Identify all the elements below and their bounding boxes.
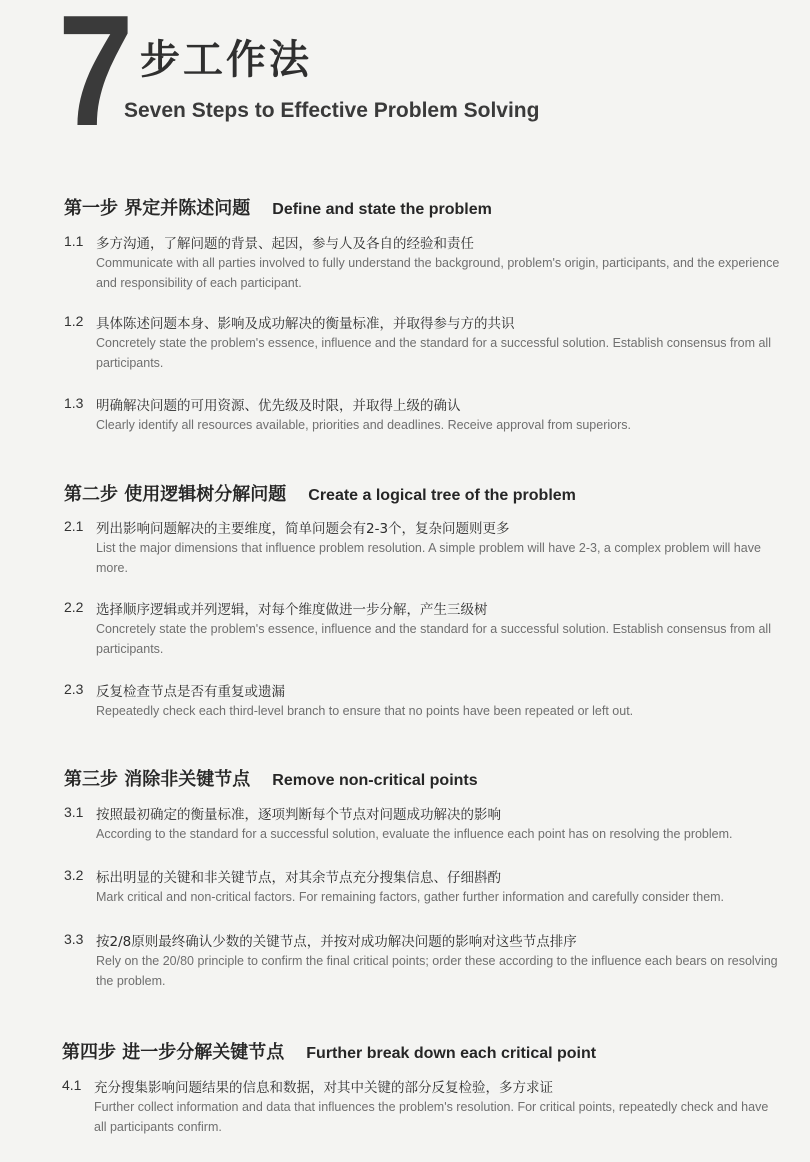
item-number: 1.2 xyxy=(64,313,84,329)
item-text-en: Repeatedly check each third-level branch to ensure that no points have been repeated or left out. xyxy=(96,704,634,718)
item-number: 2.3 xyxy=(64,681,84,697)
item-text-cn: 标出明显的关键和非关键节点，对其余节点充分搜集信息、仔细斟酌 xyxy=(96,870,501,886)
item-number: 4.1 xyxy=(62,1077,82,1093)
section-title-cn: 第三步 消除非关键节点 xyxy=(64,769,251,790)
item-text-cn: 按2/8原则最终确认少数的关键节点，并按对成功解决问题的影响对这些节点排序 xyxy=(96,934,577,950)
page-title-en: Seven Steps to Effective Problem Solving xyxy=(124,99,540,122)
section-title-en: Remove non-critical points xyxy=(272,772,478,789)
section-title-en: Create a logical tree of the problem xyxy=(308,487,576,504)
section-title-cn: 第二步 使用逻辑树分解问题 xyxy=(64,484,287,505)
item-text-en: List the major dimensions that influence problem resolution. A simple problem will have 2-3, a complex problem will have more. xyxy=(96,541,761,575)
section-title-cn: 第四步 进一步分解关键节点 xyxy=(62,1042,285,1063)
item-number: 3.3 xyxy=(64,931,84,947)
section-title-cn: 第一步 界定并陈述问题 xyxy=(64,198,251,219)
item-text-en: Clearly identify all resources available, priorities and deadlines. Receive approval from superiors. xyxy=(96,418,631,432)
item-number: 1.3 xyxy=(64,395,84,411)
item-text-cn: 列出影响问题解决的主要维度，简单问题会有2-3个，复杂问题则更多 xyxy=(96,521,510,537)
item-text-en: Mark critical and non-critical factors. For remaining factors, gather further information and carefully consider them. xyxy=(96,890,725,904)
section-title-en: Define and state the problem xyxy=(272,201,492,218)
item-text-en: According to the standard for a successful solution, evaluate the influence each point has on resolving the problem. xyxy=(96,827,733,841)
item-text-cn: 反复检查节点是否有重复或遗漏 xyxy=(96,684,285,700)
section-heading xyxy=(64,480,576,506)
item-text-cn: 充分搜集影响问题结果的信息和数据，对其中关键的部分反复检验，多方求证 xyxy=(94,1080,553,1096)
big-number: 7 xyxy=(58,0,131,159)
section-heading xyxy=(64,194,492,220)
item-text-en: Further collect information and data that influences the problem's resolution. For critical points, repeatedly check and have all participants confirm. xyxy=(94,1100,769,1134)
item-text-en: Concretely state the problem's essence, influence and the standard for a successful solution. Establish consensus from all participants. xyxy=(96,336,771,370)
page-title-cn: 步工作法 xyxy=(140,37,312,83)
item-text-cn: 明确解决问题的可用资源、优先级及时限，并取得上级的确认 xyxy=(96,398,461,414)
section-heading xyxy=(64,765,478,791)
item-number: 3.1 xyxy=(64,804,84,820)
item-text-en: Rely on the 20/80 principle to confirm the final critical points; order these according to the influence each bears on resolving the problem. xyxy=(96,954,778,988)
item-number: 2.1 xyxy=(64,518,84,534)
item-text-en: Communicate with all parties involved to fully understand the background, problem's origin, participants, and the experience and responsibility of each participant. xyxy=(96,256,780,290)
section-title-en: Further break down each critical point xyxy=(306,1045,597,1062)
item-text-cn: 具体陈述问题本身、影响及成功解决的衡量标准，并取得参与方的共识 xyxy=(96,316,515,332)
section-heading xyxy=(62,1038,596,1064)
item-text-cn: 选择顺序逻辑或并列逻辑，对每个维度做进一步分解，产生三级树 xyxy=(96,602,488,618)
item-text-cn: 按照最初确定的衡量标准，逐项判断每个节点对问题成功解决的影响 xyxy=(96,807,501,823)
item-number: 1.1 xyxy=(64,233,84,249)
item-text-cn: 多方沟通，了解问题的背景、起因，参与人及各自的经验和责任 xyxy=(96,236,474,252)
item-text-en: Concretely state the problem's essence, influence and the standard for a successful solution. Establish consensus from all participants. xyxy=(96,622,771,656)
item-number: 3.2 xyxy=(64,867,84,883)
item-number: 2.2 xyxy=(64,599,84,615)
